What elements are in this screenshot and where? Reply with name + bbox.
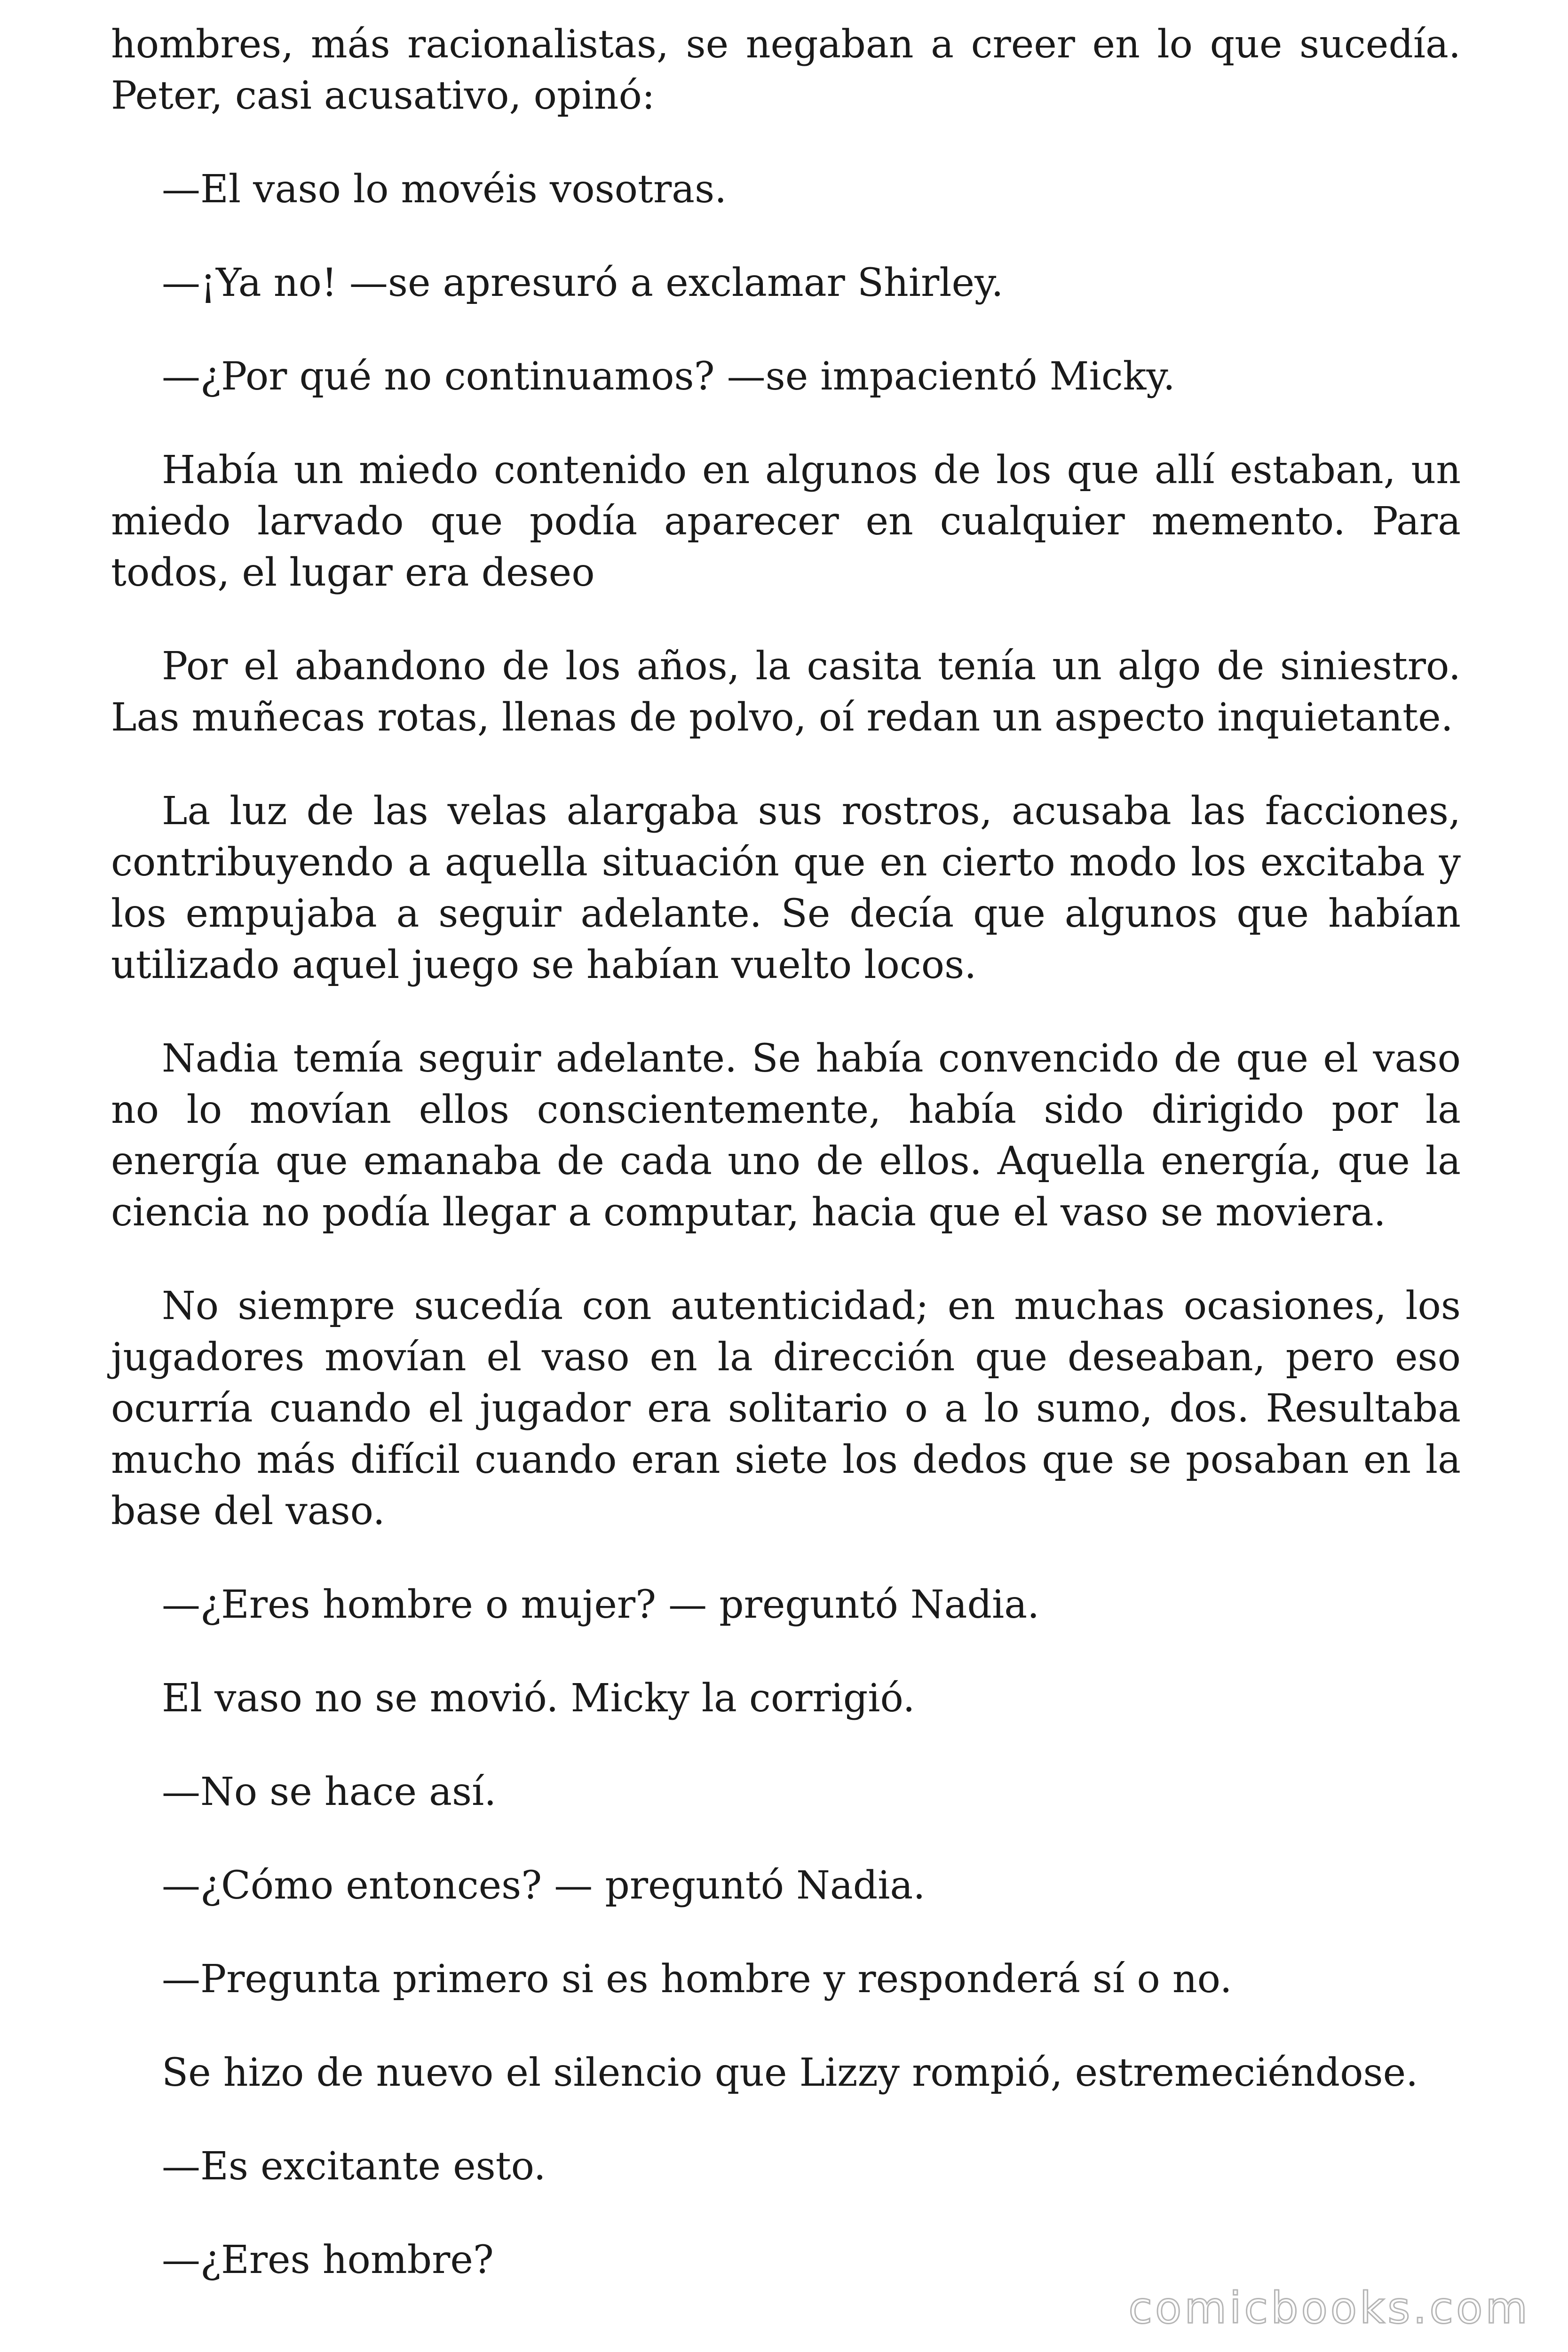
paragraph-10: —¿Eres hombre o mujer? — preguntó Nadia. bbox=[162, 1582, 1040, 1627]
paragraph-14: —Pregunta primero si es hombre y responderá sí o no. bbox=[162, 1957, 1232, 2002]
paragraph-16: —Es excitante esto. bbox=[162, 2144, 546, 2189]
paragraph-2: —El vaso lo movéis vosotras. bbox=[162, 167, 727, 212]
paragraph-1: hombres, más racionalistas, se negaban a creer en lo que sucedía. Peter, casi acusativo, opinó: bbox=[111, 22, 1461, 118]
paragraph-12: —No se hace así. bbox=[162, 1770, 497, 1814]
paragraph-17: —¿Eres hombre? bbox=[162, 2238, 494, 2282]
paragraph-3: —¡Ya no! —se apresuró a exclamar Shirley. bbox=[162, 261, 1004, 305]
paragraph-4: —¿Por qué no continuamos? —se impacientó Micky. bbox=[162, 354, 1175, 399]
paragraph-9: No siempre sucedía con autenticidad; en muchas ocasiones, los jugadores movían el vaso en la dirección que deseaban, pero eso ocurría cuando el jugador era solitario o a lo sumo, dos. Resultaba mucho más difícil cuando eran siete los dedos que se posaban en la base del vaso. bbox=[111, 1284, 1461, 1534]
paragraph-13: —¿Cómo entonces? — preguntó Nadia. bbox=[162, 1863, 926, 1908]
paragraph-11: El vaso no se movió. Micky la corrigió. bbox=[162, 1676, 915, 1721]
paragraph-15: Se hizo de nuevo el silencio que Lizzy rompió, estremeciéndose. bbox=[162, 2050, 1418, 2095]
paragraph-7: La luz de las velas alargaba sus rostros, acusaba las facciones, contribuyendo a aquella situación que en cierto modo los excitaba y los empujaba a seguir adelante. Se decía que algunos que habían utilizado aquel juego se habían vuelto locos. bbox=[111, 789, 1461, 987]
watermark: comicbooks.com bbox=[1128, 2283, 1530, 2333]
paragraph-5: Había un miedo contenido en algunos de los que allí estaban, un miedo larvado que podía aparecer en cualquier memento. Para todos, el lugar era deseo bbox=[111, 448, 1461, 595]
paragraph-6: Por el abandono de los años, la casita tenía un algo de siniestro. Las muñecas rotas, llenas de polvo, oí redan un aspecto inquietante. bbox=[111, 644, 1461, 740]
paragraph-8: Nadia temía seguir adelante. Se había convencido de que el vaso no lo movían ellos conscientemente, había sido dirigido por la energía que emanaba de cada uno de ellos. Aquella energía, que la ciencia no podía llegar a computar, hacia que el vaso se moviera. bbox=[111, 1036, 1461, 1235]
page-body bbox=[111, 19, 1461, 2286]
